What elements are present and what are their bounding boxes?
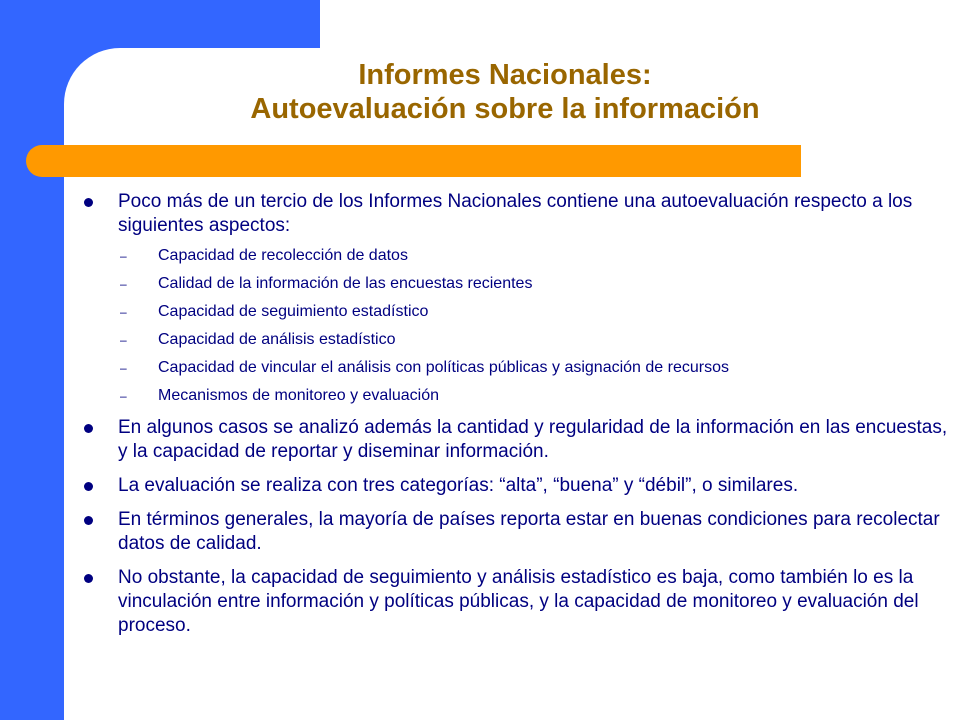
bullet-text: En términos generales, la mayoría de países reporta estar en buenas condiciones para recolectar datos de calidad. <box>118 509 940 554</box>
sub-bullet-list <box>118 246 950 406</box>
decorative-orange-stripe <box>26 145 801 177</box>
bullet-item <box>80 474 950 498</box>
sub-bullet-item: – Calidad de la información de las encuestas recientes <box>118 274 950 294</box>
slide-title-line-1: Informes Nacionales: <box>358 59 652 91</box>
sub-bullet-item: – Capacidad de recolección de datos <box>118 246 950 266</box>
sub-bullet-item: – Capacidad de vincular el análisis con políticas públicas y asignación de recursos <box>118 358 950 378</box>
bullet-list <box>80 190 950 638</box>
slide-title-line-2: Autoevaluación sobre la información <box>250 93 760 125</box>
bullet-text: Poco más de un tercio de los Informes Nacionales contiene una autoevaluación respecto a los siguientes aspectos: <box>118 191 913 236</box>
bullet-text: La evaluación se realiza con tres categorías: “alta”, “buena” y “débil”, o similares. <box>118 475 799 496</box>
slide-body <box>80 190 950 648</box>
bullet-item <box>80 508 950 556</box>
bullet-item <box>80 416 950 464</box>
decorative-blue-sidebar <box>0 0 64 720</box>
bullet-item <box>80 566 950 638</box>
bullet-item <box>80 190 950 406</box>
sub-bullet-item: – Capacidad de análisis estadístico <box>118 330 950 350</box>
bullet-text: En algunos casos se analizó además la cantidad y regularidad de la información en las encuestas, y la capacidad de reportar y diseminar información. <box>118 417 948 462</box>
slide-title <box>160 58 850 126</box>
bullet-text: No obstante, la capacidad de seguimiento y análisis estadístico es baja, como también lo es la vinculación entre información y políticas públicas, y la capacidad de monitoreo y evaluación del proceso. <box>118 567 919 636</box>
sub-bullet-item: – Mecanismos de monitoreo y evaluación <box>118 386 950 406</box>
sub-bullet-item: – Capacidad de seguimiento estadístico <box>118 302 950 322</box>
